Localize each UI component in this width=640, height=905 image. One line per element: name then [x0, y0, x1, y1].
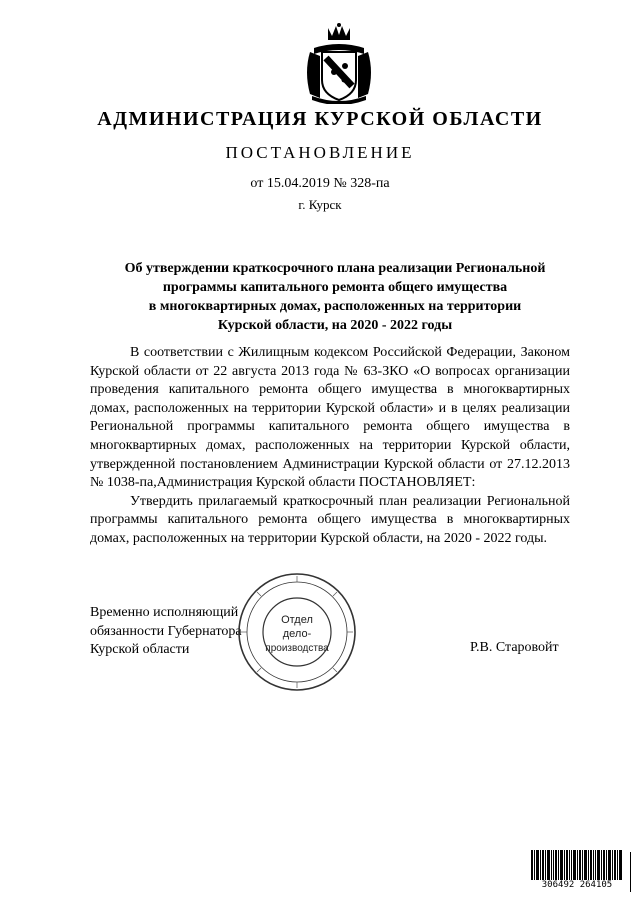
- subject-line: Курской области, на 2020 - 2022 годы: [217, 318, 453, 333]
- subject-line: Об утверждении краткосрочного плана реализации Региональной: [124, 261, 546, 276]
- stamp-text: Отдел: [281, 614, 313, 626]
- document-body: [90, 344, 570, 549]
- signer-title: [90, 604, 242, 660]
- subject-line: программы капитального ремонта общего имущества: [162, 280, 508, 295]
- organization-title: АДМИНИСТРАЦИЯ КУРСКОЙ ОБЛАСТИ: [97, 108, 543, 130]
- body-paragraph: Утвердить прилагаемый краткосрочный план реализации Региональной программы капитального ремонта общего имущества в многоквартирных домах, расположенных на территории Курской области, на 2020 - 2022 годы.: [90, 493, 570, 546]
- barcode-number: 306492 264105: [531, 880, 623, 890]
- document-city: г. Курск: [298, 197, 342, 212]
- stamp-text: дело-: [282, 628, 312, 640]
- body-paragraph: В соответствии с Жилищным кодексом Российской Федерации, Законом Курской области от 22 августа 2013 года № 63-ЗКО «О вопросах организации проведения капитального ремонта общего имущества в многоквартирных домах, расположенных на территории Курской области» и в целях реализации Региональной программы капитального ремонта общего имущества в многоквартирных домах, расположенных на территории Курской области, утвержденной постановлением Администрации Курской области от 27.12.2013 № 1038-па,Администрация Курской области ПОСТАНОВЛЯЕТ:: [90, 345, 570, 491]
- signer-line: Курской области: [90, 642, 190, 657]
- office-stamp: [232, 567, 362, 697]
- subject-line: в многоквартирных домах, расположенных на территории: [148, 299, 522, 314]
- document-subject: [100, 259, 570, 335]
- stamp-text: производства: [265, 643, 329, 654]
- signer-line: обязанности Губернатора: [90, 623, 242, 639]
- document-date-number: от 15.04.2019 № 328-па: [250, 176, 390, 191]
- document-type: ПОСТАНОВЛЕНИЕ: [225, 143, 415, 162]
- page-edge-mark: [630, 852, 631, 892]
- signer-line: Временно исполняющий: [90, 605, 239, 620]
- coat-of-arms-icon: [300, 22, 378, 104]
- signer-name: Р.В. Старовойт: [470, 640, 559, 655]
